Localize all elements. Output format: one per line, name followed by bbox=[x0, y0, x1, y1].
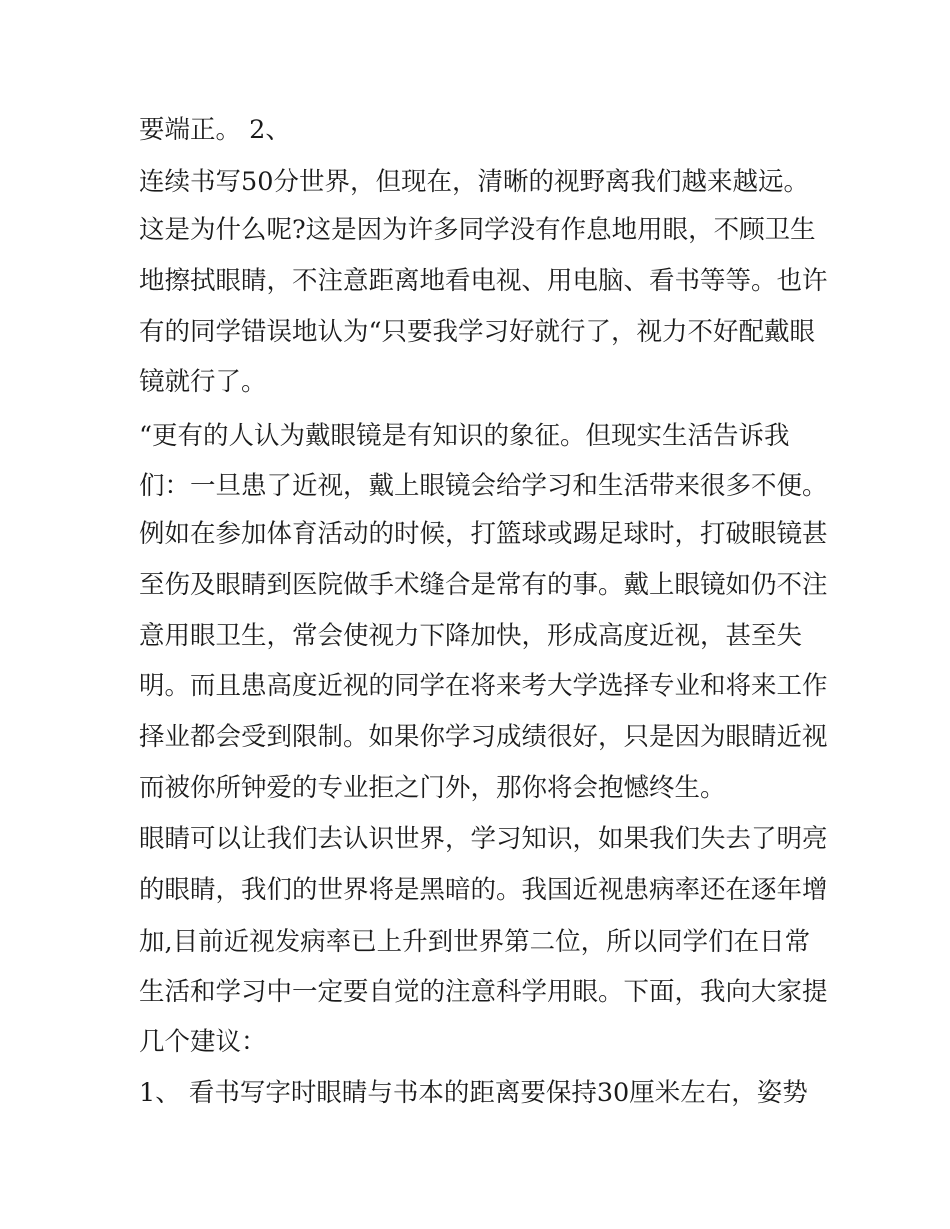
text-line: 的眼睛，我们的世界将是黑暗的。我国近视患病率还在逐年增 bbox=[139, 875, 828, 905]
text-line: 择业都会受到限制。如果你学习成绩很好，只是因为眼睛近视 bbox=[139, 722, 828, 752]
text-line: 至伤及眼睛到医院做手术缝合是常有的事。戴上眼镜如仍不注 bbox=[139, 570, 828, 600]
text-line: 意用眼卫生，常会使视力下降加快，形成高度近视，甚至失 bbox=[139, 621, 803, 651]
text-line: 生活和学习中一定要自觉的注意科学用眼。下面，我向大家提 bbox=[139, 977, 828, 1007]
text-line: 眼睛可以让我们去认识世界，学习知识，如果我们失去了明亮 bbox=[139, 824, 828, 854]
text-line: 们：一旦患了近视，戴上眼镜会给学习和生活带来很多不便。 bbox=[139, 471, 828, 501]
text-line: 连续书写50分世界，但现在，清晰的视野离我们越来越远。 bbox=[139, 167, 809, 197]
text-line: 加,目前近视发病率已上升到世界第二位，所以同学们在日常 bbox=[139, 927, 811, 957]
text-line: “更有的人认为戴眼镜是有知识的象征。但现实生活告诉我 bbox=[139, 421, 790, 451]
text-line: 地擦拭眼睛，不注意距离地看电视、用电脑、看书等等。也许 bbox=[139, 266, 828, 296]
text-line: 1、 看书写字时眼睛与书本的距离要保持30厘米左右，姿势 bbox=[139, 1078, 808, 1108]
text-line: 这是为什么呢?这是因为许多同学没有作息地用眼，不顾卫生 bbox=[139, 215, 816, 245]
text-line: 例如在参加体育活动的时候，打篮球或踢足球时，打破眼镜甚 bbox=[139, 519, 828, 549]
text-line: 镜就行了。 bbox=[139, 367, 267, 397]
text-line: 而被你所钟爱的专业拒之门外，那你将会抱憾终生。 bbox=[139, 773, 726, 803]
text-line: 有的同学错误地认为“只要我学习好就行了，视力不好配戴眼 bbox=[139, 317, 816, 347]
text-line: 几个建议： bbox=[139, 1027, 267, 1057]
text-line: 要端正。 2、 bbox=[139, 115, 291, 145]
text-line: 明。而且患高度近视的同学在将来考大学选择专业和将来工作 bbox=[139, 671, 828, 701]
